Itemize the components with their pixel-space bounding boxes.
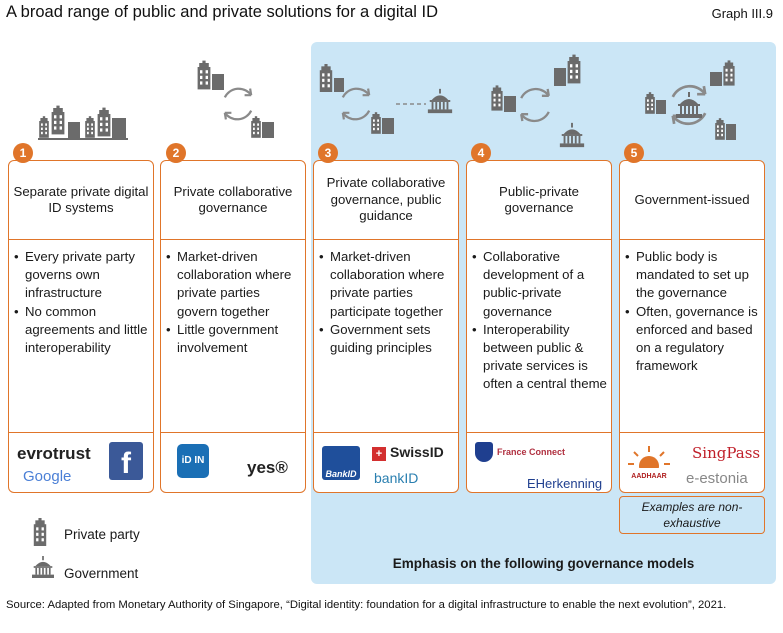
sun-icon [626,444,672,468]
private-party-icon [371,112,381,134]
private-party-icon [723,60,734,85]
bullet-item: • Every private party governs own infrastructure [14,249,135,301]
model-number-badge: 1 [13,143,33,163]
bullet-item: • No common agreements and little interoperability [14,303,148,356]
aadhaar-logo: AADHAAR [626,444,672,480]
private-party-icon [198,61,211,90]
model-heading: Government-issued [634,191,750,207]
bullet-item: • Public body is mandated to set up the governance [625,249,749,301]
model-card-2 [160,160,306,493]
illustration-2 [196,60,286,155]
e-estonia-logo: e-estonia [686,470,748,487]
cycle-arrows-icon [521,89,549,121]
model-heading: Private collaborative governance, public guidance [326,175,446,224]
bullet-item: • Interoperability between public & private services is often a central theme [472,321,607,392]
model-number-badge: 3 [318,143,338,163]
government-icon [676,92,702,118]
swiss-cross-icon: + [372,447,386,461]
chart-title: A broad range of public and private solutions for a digital ID [6,3,439,21]
bullet-item: • Often, governance is enforced and based on a regulatory framework [625,303,758,374]
cycle-arrows-icon [343,89,369,120]
shield-icon [475,442,493,462]
private-party-icon [491,85,502,110]
yes-logo: yes® [247,458,288,477]
bullet-item: • Collaborative development of a public-private governance [472,249,585,319]
model-heading: Public-private governance [499,183,579,215]
idin-logo: iD IN [177,444,209,478]
legend [30,518,230,588]
model-card-1 [8,160,154,493]
private-party-icon [320,64,332,92]
illustration-4 [488,52,598,157]
model-heading: Separate private digital ID systems [13,183,149,215]
legend-government-label: Government [64,566,139,581]
private-party-icon [30,518,54,548]
government-icon [30,556,58,580]
private-party-icon [251,116,261,138]
model-card-5 [619,160,765,493]
google-logo: Google [23,468,72,485]
emphasis-label: Emphasis on the following governance models [392,556,695,571]
bankid-norway-logo: BankID [322,446,360,480]
government-icon [560,123,584,147]
examples-note: Examples are non-exhaustive [619,496,765,534]
private-party-icon [98,108,111,137]
source-note: Source: Adapted from Monetary Authority of Singapore, “Digital identity: foundation for a digital infrastructure to enable the next evolution”, 2021. [6,599,727,611]
bullet-item: • Market-driven collaboration where private parties participate together [319,249,445,319]
bullet-item: • Little government involvement [166,321,279,356]
illustration-5 [642,52,752,157]
graph-label: Graph III.9 [711,6,773,21]
private-party-icon [39,116,49,138]
private-party-icon [645,92,655,114]
evrotrust-logo: evrotrust [17,444,91,463]
model-number-badge: 5 [624,143,644,163]
illustration-3 [318,60,468,155]
legend-private-label: Private party [64,527,140,542]
model-card-3 [313,160,459,493]
eherkenning-logo: EHerkenning [527,476,603,491]
model-card-4 [466,160,612,493]
franceconnect-logo: France Connect [475,442,555,462]
illustration-1 [38,92,138,153]
model-number-badge: 4 [471,143,491,163]
model-number-badge: 2 [166,143,186,163]
singpass-logo: SingPass [692,444,761,462]
private-party-icon [715,118,725,140]
swissid-logo: + SwissID [372,444,444,461]
facebook-logo: f [109,442,143,480]
bullet-item: • Government sets guiding principles [319,321,432,356]
bankid-sweden-logo: bankID [374,470,419,486]
private-party-icon [568,55,581,84]
bullet-item: • Market-driven collaboration where private parties govern together [166,249,292,319]
private-party-icon [52,106,65,135]
cycle-arrows-icon [225,89,251,120]
government-icon [428,89,452,113]
private-party-icon [85,116,95,138]
model-heading: Private collaborative governance [173,183,293,215]
